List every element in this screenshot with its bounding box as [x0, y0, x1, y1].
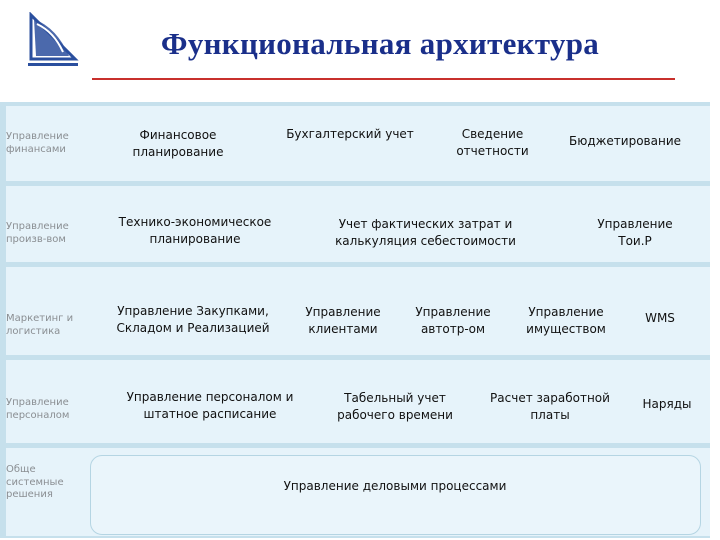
block-vehicle-management: Управление автотр-ом: [415, 305, 491, 337]
row-label-personnel: Управление персоналом: [6, 397, 70, 421]
block-cost-accounting: Учет фактических затрат и калькуляция себестоимости: [335, 217, 516, 249]
row-label-system-solutions: Обще системные решения: [6, 464, 64, 500]
block-customer-management: Управление клиентами: [305, 305, 381, 337]
block-wms: WMS: [645, 311, 675, 325]
block-payroll: Расчет заработной платы: [490, 391, 610, 423]
block-personnel-staffing: Управление персоналом и штатное расписание: [126, 390, 294, 422]
row-label-finance: Управление финансами: [6, 131, 69, 155]
block-financial-planning: Финансовое планирование: [132, 128, 224, 160]
row-label-marketing-logistics: Маркетинг и логистика: [6, 313, 74, 337]
block-tech-econ-planning: Технико-экономическое планирование: [118, 215, 272, 247]
row-label-production: Управление произв-вом: [6, 221, 69, 245]
block-business-processes: Управление деловыми процессами: [283, 479, 507, 493]
block-budgeting: Бюджетирование: [568, 134, 682, 148]
block-procurement-warehouse-sales: Управление Закупками, Складом и Реализацией: [116, 304, 270, 336]
block-asset-management: Управление имуществом: [526, 305, 606, 337]
logo-icon: [24, 12, 80, 72]
block-accounting: Бухгалтерский учет: [286, 127, 414, 141]
page-title: Функциональная архитектура: [160, 26, 600, 61]
block-work-orders: Наряды: [642, 397, 692, 411]
block-reporting: Сведение отчетности: [456, 127, 529, 159]
block-toir-management: Управление Тои.Р: [597, 217, 673, 249]
title-underline: [92, 78, 675, 80]
block-time-tracking: Табельный учет рабочего времени: [337, 391, 453, 423]
